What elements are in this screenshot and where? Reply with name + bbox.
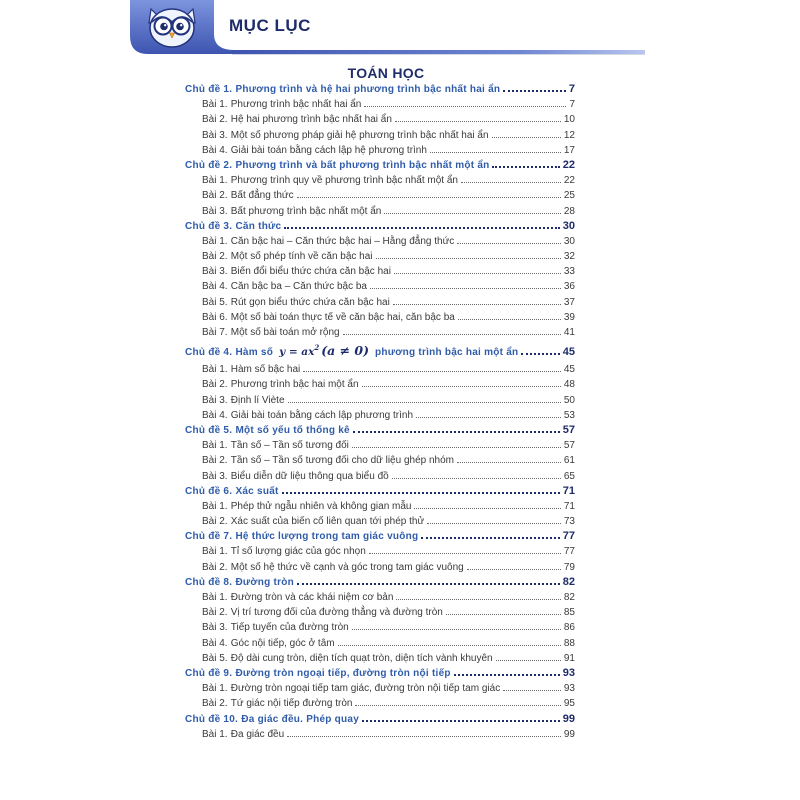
- dot-leader: [395, 121, 561, 122]
- lesson-label: Bài 1.: [202, 546, 228, 558]
- lesson-title: Giải bài toán bằng cách lập phương trình: [230, 409, 414, 421]
- dot-leader: [369, 553, 561, 554]
- chapter-page-number: 30: [562, 219, 575, 232]
- lesson-title: Rút gọn biểu thức chứa căn bậc hai: [230, 296, 390, 308]
- lesson-page-number: 32: [563, 251, 575, 263]
- lesson-label: Bài 2.: [202, 251, 228, 263]
- lesson-label: Bài 1.: [202, 99, 228, 111]
- chapter-page-number: 93: [562, 666, 575, 679]
- dot-leader: [454, 674, 560, 676]
- dot-leader: [338, 645, 561, 646]
- lesson-title: Tỉ số lượng giác của góc nhọn: [230, 546, 366, 558]
- dot-leader: [364, 106, 566, 107]
- chapter-label: Chủ đề 1.: [185, 84, 233, 95]
- lesson-page-number: 30: [563, 235, 575, 247]
- lesson-label: Bài 2.: [202, 379, 228, 391]
- dot-leader: [287, 736, 561, 737]
- lesson-page-number: 37: [563, 296, 575, 308]
- chapter-label: Chủ đề 6.: [185, 485, 233, 497]
- lesson-page-number: 45: [563, 364, 575, 376]
- dot-leader: [458, 319, 561, 320]
- dot-leader: [503, 690, 561, 691]
- dot-leader: [492, 137, 561, 138]
- lesson-title: Căn bậc ba – Căn thức bậc ba: [230, 281, 367, 293]
- chapter-row-5: [185, 423, 575, 438]
- lesson-title: Độ dài cung tròn, diện tích quạt tròn, diện tích vành khuyên: [230, 652, 493, 664]
- table-of-contents: [185, 82, 575, 742]
- page-header-title: MỤC LỤC: [229, 16, 311, 35]
- chapter-label: Chủ đề 4.: [185, 347, 233, 359]
- chapter-label: Chủ đề 3.: [185, 220, 233, 232]
- dot-leader: [394, 273, 561, 274]
- dot-leader: [492, 166, 559, 168]
- chapter-row-3: [185, 219, 575, 234]
- lesson-row: [185, 143, 575, 158]
- lesson-row: [185, 560, 575, 575]
- lesson-label: Bài 1.: [202, 440, 228, 452]
- lesson-page-number: 25: [563, 190, 575, 202]
- dot-leader: [496, 660, 561, 661]
- lesson-row: [185, 128, 575, 143]
- header-rule: [232, 50, 645, 54]
- lesson-row: [185, 393, 575, 408]
- lesson-row: [185, 590, 575, 605]
- dot-leader: [430, 152, 561, 153]
- chapter-row-8: [185, 575, 575, 590]
- chapter-title-continued: phương trình bậc hai một ẩn: [375, 347, 519, 359]
- lesson-title: Một số phương pháp giải hệ phương trình bậc nhất hai ẩn: [230, 129, 489, 141]
- lesson-label: Bài 4.: [202, 409, 228, 421]
- dot-leader: [503, 90, 566, 92]
- dot-leader: [352, 447, 561, 448]
- lesson-title: Định lí Viète: [230, 394, 285, 406]
- lesson-row: [185, 620, 575, 635]
- lesson-title: Đa giác đều: [230, 728, 285, 740]
- lesson-row: [185, 499, 575, 514]
- chapter-page-number: 99: [562, 712, 575, 725]
- lesson-label: Bài 1.: [202, 683, 228, 695]
- lesson-page-number: 82: [563, 592, 575, 603]
- lesson-title: Giải bài toán bằng cách lập hệ phương trình: [230, 144, 427, 156]
- dot-leader: [457, 243, 561, 244]
- lesson-page-number: 88: [563, 637, 575, 649]
- lesson-label: Bài 1.: [202, 175, 228, 187]
- lesson-row: [185, 362, 575, 377]
- chapter-row-6: [185, 484, 575, 499]
- lesson-page-number: 22: [563, 175, 575, 187]
- lesson-label: Bài 1.: [202, 728, 228, 740]
- lesson-label: Bài 5.: [202, 652, 228, 664]
- dot-leader: [343, 334, 561, 335]
- lesson-title: Vị trí tương đối của đường thẳng và đường tròn: [230, 607, 443, 619]
- lesson-page-number: 61: [563, 455, 575, 467]
- lesson-label: Bài 2.: [202, 455, 228, 467]
- dot-leader: [384, 213, 561, 214]
- lesson-label: Bài 4.: [202, 281, 228, 293]
- chapter-title: Đường tròn: [235, 576, 294, 588]
- section-title: TOÁN HỌC: [347, 65, 425, 81]
- lesson-title: Căn bậc hai – Căn thức bậc hai – Hằng đẳng thức: [230, 235, 455, 247]
- lesson-title: Phương trình bậc hai một ẩn: [230, 379, 359, 391]
- lesson-label: Bài 1.: [202, 235, 228, 247]
- chapter-page-number: 57: [562, 423, 575, 436]
- lesson-page-number: 73: [563, 516, 575, 528]
- dot-leader: [284, 227, 559, 229]
- dot-leader: [297, 583, 560, 585]
- lesson-label: Bài 2.: [202, 114, 228, 126]
- chapter-row-7: [185, 529, 575, 544]
- lesson-label: Bài 3.: [202, 205, 228, 217]
- lesson-label: Bài 2.: [202, 561, 228, 573]
- dot-leader: [297, 197, 561, 198]
- lesson-title: Đường tròn và các khái niệm cơ bản: [230, 592, 394, 603]
- chapter-title: Căn thức: [235, 220, 282, 232]
- lesson-row: [185, 310, 575, 325]
- lesson-title: Góc nội tiếp, góc ở tâm: [230, 637, 335, 649]
- lesson-label: Bài 4.: [202, 637, 228, 649]
- lesson-row: [185, 636, 575, 651]
- lesson-page-number: 50: [563, 394, 575, 406]
- lesson-page-number: 86: [563, 622, 575, 634]
- lesson-label: Bài 1.: [202, 592, 228, 603]
- chapter-title: Hệ thức lượng trong tam giác vuông: [235, 531, 419, 543]
- lesson-page-number: 99: [563, 728, 575, 740]
- chapter-page-number: 82: [562, 575, 575, 588]
- lesson-title: Một số phép tính về căn bậc hai: [230, 251, 373, 263]
- lesson-page-number: 36: [563, 281, 575, 293]
- lesson-row: [185, 97, 575, 112]
- lesson-page-number: 12: [563, 129, 575, 141]
- lesson-label: Bài 3.: [202, 470, 228, 482]
- lesson-title: Một số hệ thức về cạnh và góc trong tam giác vuông: [230, 561, 464, 573]
- formula-exponent: 2: [314, 343, 320, 353]
- lesson-row: [185, 188, 575, 203]
- lesson-row: [185, 727, 575, 742]
- formula-lhs: y = ax: [279, 346, 315, 359]
- lesson-page-number: 39: [563, 311, 575, 323]
- lesson-page-number: 33: [563, 266, 575, 278]
- lesson-row: [185, 264, 575, 279]
- lesson-page-number: 53: [563, 409, 575, 421]
- dot-leader: [396, 599, 560, 600]
- lesson-row: [185, 438, 575, 453]
- formula-condition: (a ≠ 0): [321, 343, 370, 359]
- lesson-row: [185, 204, 575, 219]
- chapter-title: Phương trình và bất phương trình bậc nhất một ẩn: [235, 159, 490, 171]
- chapter-title: Phương trình và hệ hai phương trình bậc nhất hai ẩn: [235, 84, 501, 95]
- dot-leader: [393, 304, 561, 305]
- chapter-page-number: 7: [568, 83, 575, 95]
- lesson-title: Biểu diễn dữ liệu thông qua biểu đồ: [230, 470, 389, 482]
- dot-leader: [376, 258, 561, 259]
- lesson-title: Xác suất của biến cố liên quan tới phép thử: [230, 516, 425, 528]
- lesson-label: Bài 1.: [202, 500, 228, 512]
- lesson-row: [185, 249, 575, 264]
- chapter-page-number: 45: [562, 346, 575, 359]
- lesson-row: [185, 696, 575, 711]
- lesson-title: Tứ giác nội tiếp đường tròn: [230, 698, 353, 710]
- lesson-title: Biến đổi biểu thức chứa căn bậc hai: [230, 266, 391, 278]
- lesson-title: Tần số – Tần số tương đối: [230, 440, 349, 452]
- chapter-page-number: 71: [562, 484, 575, 497]
- dot-leader: [421, 537, 559, 539]
- lesson-page-number: 71: [563, 500, 575, 512]
- lesson-row: [185, 295, 575, 310]
- lesson-page-number: 57: [563, 440, 575, 452]
- dot-leader: [427, 523, 561, 524]
- lesson-label: Bài 4.: [202, 144, 228, 156]
- dot-leader: [467, 569, 561, 570]
- dot-leader: [303, 371, 561, 372]
- lesson-row: [185, 234, 575, 249]
- lesson-label: Bài 3.: [202, 129, 228, 141]
- lesson-title: Tiếp tuyến của đường tròn: [230, 622, 349, 634]
- lesson-row: [185, 514, 575, 529]
- dot-leader: [352, 629, 561, 630]
- chapter-title: Đa giác đều. Phép quay: [241, 713, 360, 725]
- lesson-title: Đường tròn ngoại tiếp tam giác, đường tròn nội tiếp tam giác: [230, 683, 501, 695]
- dot-leader: [446, 614, 561, 615]
- chapter-page-number: 77: [562, 530, 575, 543]
- dot-leader: [521, 353, 559, 355]
- chapter-label: Chủ đề 8.: [185, 576, 233, 588]
- lesson-row: [185, 453, 575, 468]
- lesson-label: Bài 5.: [202, 296, 228, 308]
- lesson-label: Bài 2.: [202, 698, 228, 710]
- formula-quadratic-function: [279, 340, 369, 363]
- dot-leader: [282, 492, 560, 494]
- chapter-label: Chủ đề 7.: [185, 531, 233, 543]
- lesson-page-number: 41: [563, 327, 575, 338]
- lesson-row: [185, 279, 575, 294]
- lesson-title: Phép thử ngẫu nhiên và không gian mẫu: [230, 500, 412, 512]
- lesson-page-number: 79: [563, 561, 575, 573]
- chapter-row-1: [185, 82, 575, 97]
- lesson-row: [185, 112, 575, 127]
- lesson-label: Bài 3.: [202, 266, 228, 278]
- dot-leader: [461, 182, 561, 183]
- dot-leader: [457, 462, 561, 463]
- lesson-page-number: 28: [563, 205, 575, 217]
- dot-leader: [288, 402, 561, 403]
- chapter-row-10: [185, 712, 575, 727]
- lesson-title: Bất phương trình bậc nhất một ẩn: [230, 205, 382, 217]
- lesson-row: [185, 544, 575, 559]
- dot-leader: [362, 720, 560, 722]
- dot-leader: [353, 431, 560, 433]
- lesson-title: Tần số – Tần số tương đối cho dữ liệu ghép nhóm: [230, 455, 454, 467]
- dot-leader: [355, 705, 560, 706]
- lesson-title: Một số bài toán mở rộng: [230, 327, 340, 338]
- chapter-row-4: [185, 340, 575, 362]
- dot-leader: [416, 417, 561, 418]
- lesson-label: Bài 3.: [202, 394, 228, 406]
- lesson-row: [185, 377, 575, 392]
- lesson-label: Bài 1.: [202, 364, 228, 376]
- lesson-title: Hệ hai phương trình bậc nhất hai ẩn: [230, 114, 392, 126]
- dot-leader: [392, 478, 561, 479]
- lesson-page-number: 77: [563, 546, 575, 558]
- chapter-row-9: [185, 666, 575, 681]
- lesson-page-number: 93: [563, 683, 575, 695]
- dot-leader: [414, 508, 560, 509]
- lesson-page-number: 10: [563, 114, 575, 126]
- chapter-page-number: 22: [562, 158, 575, 171]
- header-rule-shadow: [232, 54, 645, 55]
- dot-leader: [362, 386, 561, 387]
- lesson-row: [185, 469, 575, 484]
- lesson-row: [185, 408, 575, 423]
- lesson-label: Bài 2.: [202, 607, 228, 619]
- chapter-title: Một số yếu tố thống kê: [235, 424, 350, 436]
- lesson-label: Bài 6.: [202, 311, 228, 323]
- lesson-page-number: 91: [563, 652, 575, 664]
- lesson-title: Phương trình bậc nhất hai ẩn: [230, 99, 362, 111]
- chapter-label: Chủ đề 2.: [185, 159, 233, 171]
- lesson-label: Bài 3.: [202, 622, 228, 634]
- chapter-label: Chủ đề 9.: [185, 667, 233, 679]
- chapter-label: Chủ đề 5.: [185, 424, 233, 436]
- lesson-title: Bất đẳng thức: [230, 190, 294, 202]
- lesson-page-number: 85: [563, 607, 575, 619]
- lesson-label: Bài 2.: [202, 516, 228, 528]
- chapter-label: Chủ đề 10.: [185, 713, 239, 725]
- owl-icon: [149, 9, 195, 47]
- chapter-title: Hàm số: [235, 347, 274, 359]
- lesson-label: Bài 7.: [202, 327, 228, 338]
- chapter-title: Đường tròn ngoại tiếp, đường tròn nội tiếp: [235, 667, 451, 679]
- lesson-label: Bài 2.: [202, 190, 228, 202]
- lesson-row: [185, 651, 575, 666]
- lesson-page-number: 65: [563, 470, 575, 482]
- lesson-row: [185, 605, 575, 620]
- dot-leader: [370, 288, 561, 289]
- chapter-row-2: [185, 158, 575, 173]
- lesson-title: Phương trình quy về phương trình bậc nhất một ẩn: [230, 175, 458, 187]
- lesson-row: [185, 173, 575, 188]
- lesson-page-number: 17: [563, 144, 575, 156]
- lesson-row: [185, 681, 575, 696]
- lesson-page-number: 7: [569, 99, 575, 111]
- lesson-page-number: 48: [563, 379, 575, 391]
- lesson-title: Một số bài toán thực tế về căn bậc hai, căn bậc ba: [230, 311, 455, 323]
- lesson-page-number: 95: [563, 698, 575, 710]
- chapter-title: Xác suất: [235, 485, 279, 497]
- header-band: [0, 0, 800, 60]
- lesson-row: [185, 325, 575, 340]
- lesson-title: Hàm số bậc hai: [230, 364, 301, 376]
